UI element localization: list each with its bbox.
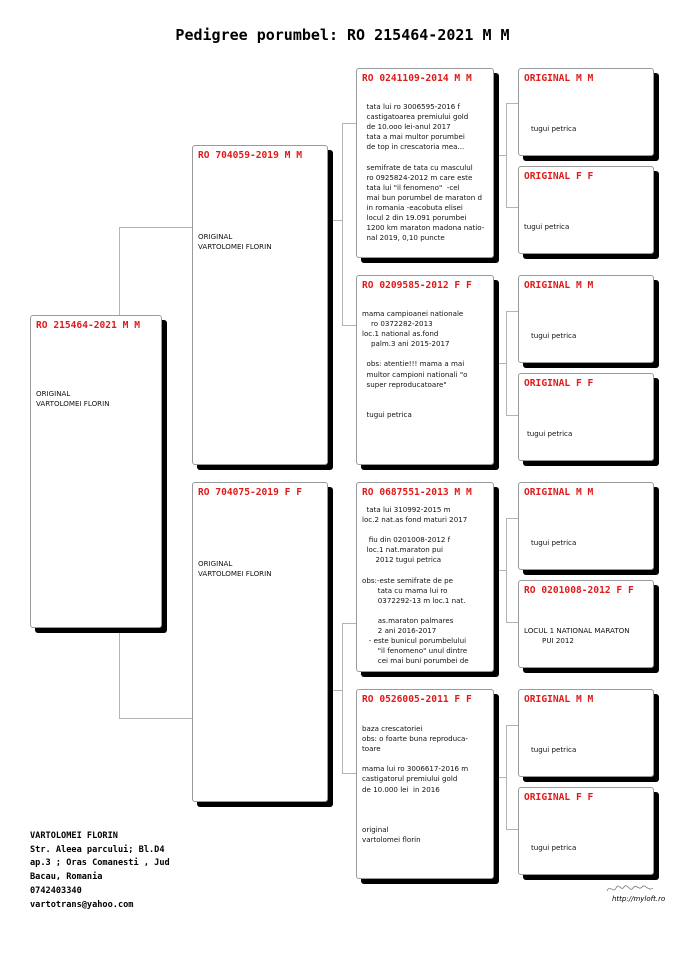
great-grandparent-card — [518, 275, 654, 363]
connector-line — [506, 518, 518, 519]
sire-card — [192, 145, 328, 465]
sire-id: RO 704059-2019 M M — [198, 150, 302, 161]
connector-line — [506, 725, 507, 829]
great-grandparent-notes: tugui petrica — [527, 429, 573, 438]
great-grandparent-card — [518, 68, 654, 156]
great-grandparent-card — [518, 373, 654, 461]
grandparent-notes: tata lui 310992-2015 m loc.2 nat.as fond maturi 2017 fiu din 0201008-2012 f loc.1 nat.maraton pui 2012 tugui petrica obs:-este semifrate de pe tata cu mama lui ro 0372292-13 m loc.1 nat. as.maraton palmares 2 ani 2016-2017 - este bunicul porumbelului "il fenomeno" unul dintre cei mai buni porumbei de — [362, 505, 469, 666]
connector-line — [342, 123, 356, 124]
connector-line — [506, 518, 507, 622]
signature-logo — [605, 882, 655, 896]
connector-line — [494, 570, 506, 571]
grandparent-card — [356, 482, 494, 672]
connector-line — [506, 207, 518, 208]
dam-notes: ORIGINAL VARTOLOMEI FLORIN — [198, 559, 272, 579]
grandparent-card — [356, 68, 494, 258]
dam-id: RO 704075-2019 F F — [198, 487, 302, 498]
connector-line — [342, 123, 343, 325]
owner-address-line: ap.3 ; Oras Comanesti , Jud — [30, 858, 170, 869]
owner-email[interactable]: vartotrans@yahoo.com — [30, 899, 134, 910]
connector-line — [328, 220, 342, 221]
connector-line — [506, 103, 518, 104]
owner-phone: 0742403340 — [30, 885, 82, 896]
great-grandparent-id: ORIGINAL F F — [524, 792, 594, 803]
sire-notes: ORIGINAL VARTOLOMEI FLORIN — [198, 232, 272, 252]
great-grandparent-card — [518, 689, 654, 777]
connector-line — [506, 311, 507, 415]
grandparent-notes: tata lui ro 3006595-2016 f castigatoarea premiului gold de 10.ooo lei-anul 2017 tata a mai multor porumbei de top in crescatoria mea... semifrate de tata cu masculul ro 0925824-2012 m care este tata lui "il fenomeno" -cel mai bun porumbel de maraton d in romania -eacobuta elisei locul 2 din 19.091 porumbei 1200 km maraton madona natio- nal 2019, 0,10 puncte — [366, 102, 485, 243]
great-grandparent-notes: LOCUL 1 NATIONAL MARATON PUI 2012 — [524, 626, 630, 646]
grandparent-id: RO 0687551-2013 M M — [362, 487, 472, 498]
owner-contact — [30, 830, 170, 912]
great-grandparent-id: ORIGINAL M M — [524, 280, 594, 291]
great-grandparent-id: ORIGINAL M M — [524, 694, 594, 705]
connector-line — [119, 718, 192, 719]
grandparent-id: RO 0526005-2011 F F — [362, 694, 472, 705]
great-grandparent-card — [518, 166, 654, 254]
pigeon-card — [30, 315, 162, 628]
owner-address-line: Str. Aleea parcului; Bl.D4 — [30, 844, 165, 855]
connector-line — [342, 325, 356, 326]
great-grandparent-id: ORIGINAL F F — [524, 378, 594, 389]
connector-line — [494, 363, 506, 364]
great-grandparent-notes: tugui petrica — [531, 843, 577, 852]
great-grandparent-notes: tugui petrica — [524, 222, 570, 231]
connector-line — [506, 829, 518, 830]
great-grandparent-id: RO 0201008-2012 F F — [524, 585, 634, 596]
grandparent-id: RO 0241109-2014 M M — [362, 73, 472, 84]
connector-line — [506, 311, 518, 312]
pigeon-notes: ORIGINAL VARTOLOMEI FLORIN — [36, 389, 110, 409]
connector-line — [119, 227, 192, 228]
dam-card — [192, 482, 328, 802]
great-grandparent-id: ORIGINAL F F — [524, 171, 594, 182]
grandparent-id: RO 0209585-2012 F F — [362, 280, 472, 291]
connector-line — [342, 623, 343, 773]
great-grandparent-notes: tugui petrica — [531, 124, 577, 133]
connector-line — [328, 690, 342, 691]
grandparent-notes: mama campioanei nationale ro 0372282-2013 loc.1 national as.fond palm.3 ani 2015-2017 obs: atentie!!! mama a mai multor campioni nationali "o super reproducatoare" tugui petrica — [362, 309, 468, 419]
connector-line — [506, 725, 518, 726]
owner-address-line: Bacau, Romania — [30, 872, 103, 883]
connector-line — [342, 623, 356, 624]
connector-line — [494, 777, 506, 778]
connector-line — [506, 622, 518, 623]
grandparent-card — [356, 689, 494, 879]
great-grandparent-id: ORIGINAL M M — [524, 487, 594, 498]
great-grandparent-id: ORIGINAL M M — [524, 73, 594, 84]
grandparent-card — [356, 275, 494, 465]
pigeon-id: RO 215464-2021 M M — [36, 320, 140, 331]
owner-name: VARTOLOMEI FLORIN — [30, 831, 118, 841]
website-link[interactable]: http://myloft.ro — [612, 895, 666, 903]
connector-line — [506, 415, 518, 416]
grandparent-notes: baza crescatoriei obs: o foarte buna reproduca- toare mama lui ro 3006617-2016 m castigatorul premiului gold de 10.000 lei in 2016 original vartolomei florin — [362, 724, 469, 845]
great-grandparent-card — [518, 787, 654, 875]
great-grandparent-card — [518, 482, 654, 570]
great-grandparent-notes: tugui petrica — [531, 331, 577, 340]
connector-line — [342, 773, 356, 774]
great-grandparent-card — [518, 580, 654, 668]
connector-line — [494, 155, 506, 156]
great-grandparent-notes: tugui petrica — [531, 745, 577, 754]
page-title: Pedigree porumbel: RO 215464-2021 M M — [175, 26, 510, 44]
connector-line — [506, 103, 507, 207]
great-grandparent-notes: tugui petrica — [531, 538, 577, 547]
